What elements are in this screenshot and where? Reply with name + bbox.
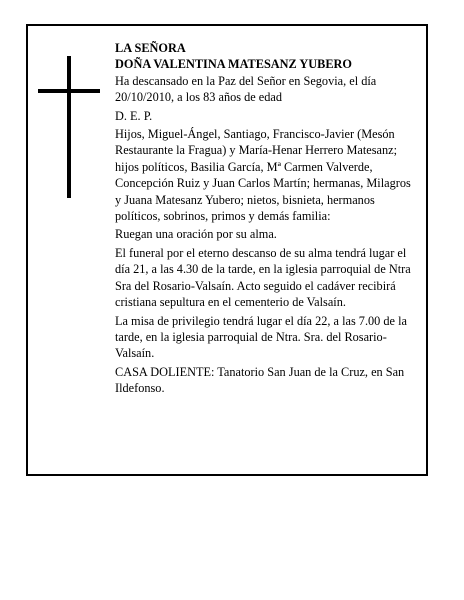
prayer-request: Ruegan una oración por su alma. [115, 227, 277, 242]
mourning-house: CASA DOLIENTE: Tanatorio San Juan de la Cruz, en San Ildefonso. [115, 364, 405, 396]
notice-text [115, 40, 419, 397]
deceased-name: DOÑA VALENTINA MATESANZ YUBERO [115, 57, 352, 72]
funeral-details: El funeral por el eterno descanso de su alma tendrá lugar el día 21, a las 4.30 de la tarde, en la iglesia parroquial de Ntra Sra del Rosario-Valsaín. Acto seguido el cadáver recibirá cristiana sepultura en el cementerio de Valsaín. [115, 245, 411, 310]
cross-vertical-bar [67, 56, 71, 198]
cross-horizontal-bar [38, 89, 100, 93]
notice-heading: LA SEÑORA [115, 41, 186, 55]
cross-icon [38, 56, 100, 198]
obituary-notice [26, 24, 428, 476]
dep-text: D. E. P. [115, 108, 153, 123]
mass-details: La misa de privilegio tendrá lugar el día 22, a las 7.00 de la tarde, en la iglesia parroquial de Ntra. Sra. del Rosario-Valsaín. [115, 313, 407, 361]
rest-statement: Ha descansado en la Paz del Señor en Segovia, el día 20/10/2010, a los 83 años de edad [115, 73, 377, 105]
family-list: Hijos, Miguel-Ángel, Santiago, Francisco-Javier (Mesón Restaurante la Fragua) y María-Henar Herrero Matesanz; hijos políticos, Basilia García, Mª Carmen Valverde, Concepción Ruiz y Juan Carlos Martín; hermanas, Milagros y Juana Matesanz Yubero; nietos, bisnieta, hermanos políticos, sobrinos, primos y demás familia: [115, 127, 411, 224]
